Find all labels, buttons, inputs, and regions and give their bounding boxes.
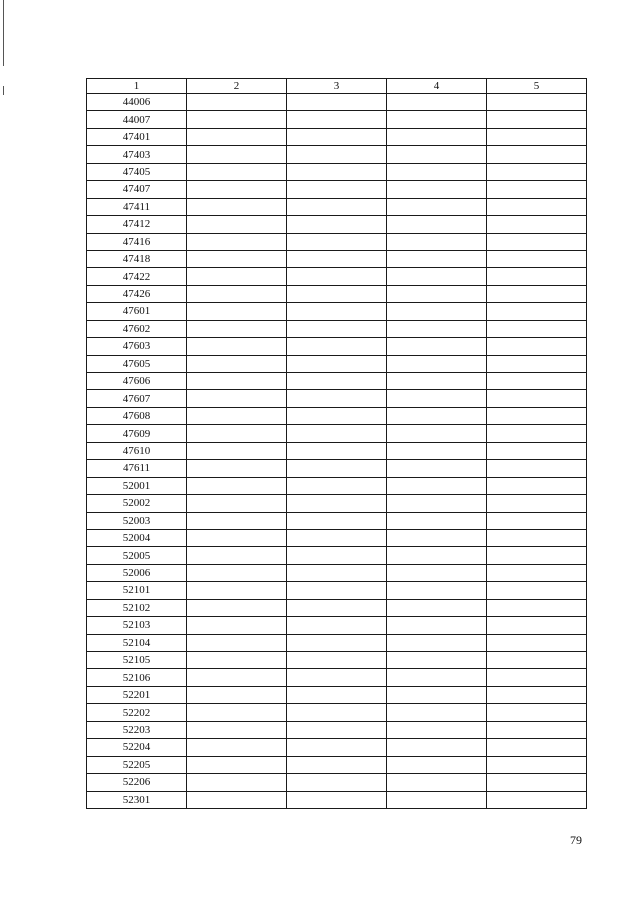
- table-cell: [387, 198, 487, 215]
- table-cell: [387, 233, 487, 250]
- table-cell: [187, 146, 287, 163]
- account-code-cell: 47611: [87, 460, 187, 477]
- table-cell: [487, 634, 587, 651]
- account-code-cell: 52301: [87, 791, 187, 808]
- table-row: [87, 617, 587, 634]
- table-cell: [287, 146, 387, 163]
- table-cell: [187, 756, 287, 773]
- table-cell: [487, 338, 587, 355]
- table-row: [87, 652, 587, 669]
- page-number: 79: [570, 833, 582, 847]
- table-cell: [387, 564, 487, 581]
- table-row: [87, 128, 587, 145]
- table-cell: [487, 686, 587, 703]
- table-row: [87, 739, 587, 756]
- table-cell: [187, 320, 287, 337]
- table-cell: [287, 285, 387, 302]
- table-cell: [187, 94, 287, 111]
- table-cell: [487, 268, 587, 285]
- table-cell: [287, 564, 387, 581]
- table-row: [87, 233, 587, 250]
- table-cell: [187, 547, 287, 564]
- table-cell: [487, 791, 587, 808]
- table-cell: [387, 739, 487, 756]
- table-cell: [387, 704, 487, 721]
- table-cell: [387, 582, 487, 599]
- table-row: [87, 547, 587, 564]
- table-cell: [187, 442, 287, 459]
- table-cell: [487, 233, 587, 250]
- table-cell: [387, 512, 487, 529]
- table-cell: [387, 756, 487, 773]
- table-cell: [187, 373, 287, 390]
- table-cell: [187, 181, 287, 198]
- table-cell: [487, 774, 587, 791]
- table-row: [87, 529, 587, 546]
- table-row: [87, 303, 587, 320]
- table-cell: [187, 599, 287, 616]
- account-code-cell: 47602: [87, 320, 187, 337]
- table-cell: [387, 181, 487, 198]
- table-row: [87, 477, 587, 494]
- table-row: [87, 582, 587, 599]
- table-cell: [487, 669, 587, 686]
- table-cell: [287, 268, 387, 285]
- table-cell: [187, 268, 287, 285]
- table-cell: [487, 390, 587, 407]
- account-code-cell: 52203: [87, 721, 187, 738]
- account-code-cell: 47607: [87, 390, 187, 407]
- table-cell: [187, 791, 287, 808]
- table-cell: [487, 582, 587, 599]
- table-cell: [287, 425, 387, 442]
- header-row: [87, 79, 587, 94]
- table-cell: [487, 111, 587, 128]
- table-cell: [487, 355, 587, 372]
- table-cell: [287, 233, 387, 250]
- table-cell: [287, 163, 387, 180]
- table-cell: [387, 634, 487, 651]
- account-code-cell: 47605: [87, 355, 187, 372]
- table-cell: [287, 181, 387, 198]
- account-code-cell: 47608: [87, 407, 187, 424]
- table-cell: [187, 128, 287, 145]
- table-cell: [287, 477, 387, 494]
- table-cell: [487, 704, 587, 721]
- table-row: [87, 721, 587, 738]
- margin-rule: [3, 0, 4, 66]
- column-header: 5: [487, 79, 587, 94]
- table-cell: [187, 163, 287, 180]
- table-cell: [487, 617, 587, 634]
- account-code-cell: 52201: [87, 686, 187, 703]
- table-cell: [287, 652, 387, 669]
- table-cell: [487, 739, 587, 756]
- table-row: [87, 425, 587, 442]
- table-cell: [187, 390, 287, 407]
- account-code-cell: 47412: [87, 216, 187, 233]
- table-cell: [487, 652, 587, 669]
- table-row: [87, 373, 587, 390]
- table-cell: [287, 582, 387, 599]
- table-cell: [187, 704, 287, 721]
- table-cell: [487, 181, 587, 198]
- table-cell: [187, 111, 287, 128]
- table-cell: [287, 721, 387, 738]
- table-body: [87, 94, 587, 809]
- account-code-cell: 52003: [87, 512, 187, 529]
- table-cell: [487, 163, 587, 180]
- table-cell: [487, 373, 587, 390]
- account-code-cell: 52205: [87, 756, 187, 773]
- table-cell: [187, 582, 287, 599]
- table-cell: [387, 216, 487, 233]
- table-cell: [487, 250, 587, 267]
- table-cell: [387, 128, 487, 145]
- table-cell: [187, 407, 287, 424]
- table-cell: [487, 285, 587, 302]
- account-code-cell: 52103: [87, 617, 187, 634]
- table-cell: [287, 303, 387, 320]
- table-cell: [487, 128, 587, 145]
- account-code-cell: 47411: [87, 198, 187, 215]
- account-code-cell: 52006: [87, 564, 187, 581]
- table-cell: [287, 669, 387, 686]
- table-cell: [287, 198, 387, 215]
- table-cell: [287, 94, 387, 111]
- table-cell: [187, 355, 287, 372]
- table-cell: [387, 355, 487, 372]
- table-cell: [387, 111, 487, 128]
- table-cell: [287, 756, 387, 773]
- table-cell: [287, 634, 387, 651]
- table-cell: [487, 721, 587, 738]
- table-row: [87, 111, 587, 128]
- table-cell: [487, 442, 587, 459]
- table-cell: [387, 163, 487, 180]
- table-cell: [187, 564, 287, 581]
- account-code-cell: 52204: [87, 739, 187, 756]
- table-cell: [387, 460, 487, 477]
- table-row: [87, 669, 587, 686]
- table-cell: [187, 529, 287, 546]
- table-cell: [487, 477, 587, 494]
- table-cell: [287, 355, 387, 372]
- table-cell: [487, 547, 587, 564]
- table-row: [87, 181, 587, 198]
- table-cell: [487, 303, 587, 320]
- account-code-cell: 52101: [87, 582, 187, 599]
- table-row: [87, 634, 587, 651]
- account-code-cell: 52102: [87, 599, 187, 616]
- table-cell: [487, 216, 587, 233]
- table-cell: [387, 686, 487, 703]
- table-cell: [187, 285, 287, 302]
- table-cell: [287, 250, 387, 267]
- table-cell: [487, 495, 587, 512]
- table-cell: [287, 512, 387, 529]
- table-row: [87, 94, 587, 111]
- account-code-cell: 47401: [87, 128, 187, 145]
- account-code-cell: 47422: [87, 268, 187, 285]
- table-cell: [187, 198, 287, 215]
- table-row: [87, 250, 587, 267]
- column-header: 4: [387, 79, 487, 94]
- table-cell: [487, 756, 587, 773]
- table-cell: [387, 477, 487, 494]
- table-cell: [487, 529, 587, 546]
- table-cell: [387, 652, 487, 669]
- account-code-cell: 52001: [87, 477, 187, 494]
- table-cell: [387, 669, 487, 686]
- account-code-cell: 47407: [87, 181, 187, 198]
- table-cell: [287, 495, 387, 512]
- account-code-cell: 52206: [87, 774, 187, 791]
- account-table: [86, 78, 587, 809]
- table-row: [87, 756, 587, 773]
- table-cell: [387, 495, 487, 512]
- table-cell: [187, 617, 287, 634]
- table-cell: [487, 564, 587, 581]
- table-cell: [387, 774, 487, 791]
- table-cell: [287, 704, 387, 721]
- table-row: [87, 599, 587, 616]
- table-cell: [187, 460, 287, 477]
- table-cell: [387, 547, 487, 564]
- table-cell: [187, 721, 287, 738]
- table-row: [87, 704, 587, 721]
- table-cell: [387, 373, 487, 390]
- table-row: [87, 320, 587, 337]
- account-code-cell: 52105: [87, 652, 187, 669]
- table-cell: [287, 442, 387, 459]
- table-row: [87, 285, 587, 302]
- table-cell: [387, 303, 487, 320]
- table-cell: [387, 617, 487, 634]
- table-cell: [287, 216, 387, 233]
- table-row: [87, 163, 587, 180]
- table-cell: [387, 529, 487, 546]
- table-row: [87, 407, 587, 424]
- table-row: [87, 442, 587, 459]
- table-row: [87, 686, 587, 703]
- table-cell: [387, 250, 487, 267]
- table-cell: [187, 652, 287, 669]
- table-cell: [387, 390, 487, 407]
- table-cell: [287, 774, 387, 791]
- account-code-cell: 47416: [87, 233, 187, 250]
- column-header: 1: [87, 79, 187, 94]
- table-cell: [487, 407, 587, 424]
- account-code-cell: 47606: [87, 373, 187, 390]
- table-cell: [287, 373, 387, 390]
- table-row: [87, 268, 587, 285]
- margin-tick: [3, 86, 4, 95]
- table-row: [87, 512, 587, 529]
- table-row: [87, 495, 587, 512]
- table-row: [87, 198, 587, 215]
- account-code-cell: 52005: [87, 547, 187, 564]
- table-cell: [487, 512, 587, 529]
- table-cell: [187, 250, 287, 267]
- table-row: [87, 216, 587, 233]
- table-cell: [487, 460, 587, 477]
- table-cell: [287, 739, 387, 756]
- account-code-cell: 47610: [87, 442, 187, 459]
- table-row: [87, 791, 587, 808]
- column-header: 3: [287, 79, 387, 94]
- table-cell: [387, 146, 487, 163]
- table-cell: [287, 460, 387, 477]
- table-cell: [287, 529, 387, 546]
- table-cell: [387, 442, 487, 459]
- account-code-cell: 52106: [87, 669, 187, 686]
- table-cell: [187, 739, 287, 756]
- table-cell: [387, 599, 487, 616]
- table-cell: [287, 599, 387, 616]
- table-cell: [187, 303, 287, 320]
- table-cell: [287, 111, 387, 128]
- table-row: [87, 338, 587, 355]
- table-cell: [187, 233, 287, 250]
- table-cell: [187, 477, 287, 494]
- account-code-cell: 47609: [87, 425, 187, 442]
- table-row: [87, 564, 587, 581]
- table-cell: [387, 285, 487, 302]
- table-cell: [387, 791, 487, 808]
- account-code-cell: 52002: [87, 495, 187, 512]
- table-cell: [187, 634, 287, 651]
- table-cell: [487, 425, 587, 442]
- table-cell: [187, 669, 287, 686]
- table-cell: [287, 791, 387, 808]
- table-cell: [187, 512, 287, 529]
- account-code-cell: 52104: [87, 634, 187, 651]
- table-row: [87, 355, 587, 372]
- table-cell: [387, 268, 487, 285]
- table-cell: [287, 617, 387, 634]
- account-code-cell: 47426: [87, 285, 187, 302]
- account-code-cell: 47601: [87, 303, 187, 320]
- table-cell: [487, 146, 587, 163]
- table-cell: [187, 686, 287, 703]
- table-cell: [287, 547, 387, 564]
- table-cell: [387, 425, 487, 442]
- account-code-cell: 44007: [87, 111, 187, 128]
- account-code-cell: 47405: [87, 163, 187, 180]
- table-cell: [187, 495, 287, 512]
- table-cell: [287, 407, 387, 424]
- table-row: [87, 460, 587, 477]
- table-cell: [487, 320, 587, 337]
- table-cell: [487, 599, 587, 616]
- column-header: 2: [187, 79, 287, 94]
- table-row: [87, 774, 587, 791]
- account-code-cell: 52202: [87, 704, 187, 721]
- table-cell: [287, 338, 387, 355]
- table-cell: [387, 721, 487, 738]
- table-row: [87, 146, 587, 163]
- table-cell: [287, 390, 387, 407]
- table-cell: [187, 425, 287, 442]
- table-cell: [387, 407, 487, 424]
- table-cell: [187, 216, 287, 233]
- table-cell: [287, 128, 387, 145]
- table-row: [87, 390, 587, 407]
- account-code-cell: 47403: [87, 146, 187, 163]
- account-code-cell: 47418: [87, 250, 187, 267]
- table-cell: [187, 338, 287, 355]
- account-code-cell: 44006: [87, 94, 187, 111]
- account-code-cell: 47603: [87, 338, 187, 355]
- table-cell: [487, 94, 587, 111]
- table-cell: [387, 320, 487, 337]
- table-cell: [387, 338, 487, 355]
- account-code-cell: 52004: [87, 529, 187, 546]
- table-cell: [287, 686, 387, 703]
- table-cell: [487, 198, 587, 215]
- table-cell: [187, 774, 287, 791]
- table-cell: [287, 320, 387, 337]
- table-cell: [387, 94, 487, 111]
